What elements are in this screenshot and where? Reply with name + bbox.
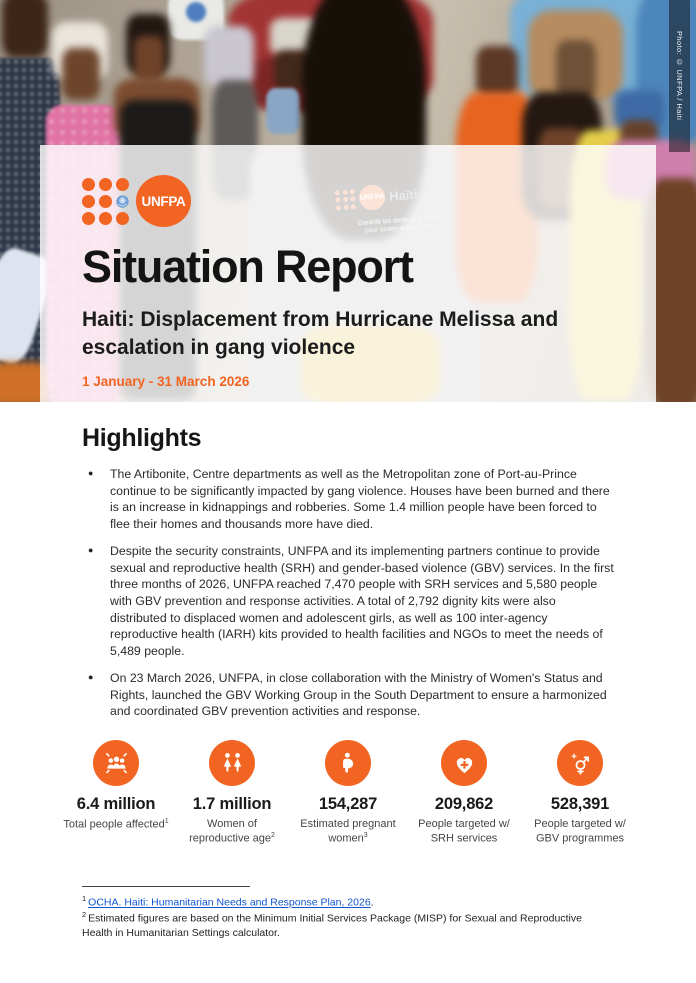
affected-population-icon xyxy=(93,740,139,786)
stat-label: People targeted w/ GBV programmes xyxy=(534,818,626,846)
photo-shape xyxy=(476,46,518,98)
srh-heart-icon xyxy=(441,740,487,786)
highlight-bullet xyxy=(82,543,614,660)
stat-total-affected xyxy=(60,740,172,846)
photo-shape xyxy=(266,88,300,134)
stat-label: People targeted w/ SRH services xyxy=(418,818,510,846)
stat-value: 1.7 million xyxy=(192,795,272,814)
report-title: Situation Report xyxy=(82,241,413,292)
stat-gbv-targeted xyxy=(524,740,636,846)
highlight-bullet xyxy=(82,670,614,720)
photo-credit: Photo: © UNFPA / Haiti xyxy=(669,0,690,152)
report-subtitle: Haiti: Displacement from Hurricane Melissa and escalation in gang violence xyxy=(82,308,559,359)
highlights-heading: Highlights xyxy=(82,424,202,452)
unfpa-logo-dots xyxy=(82,178,129,225)
photo-shape xyxy=(204,26,254,88)
highlight-bullet-text: ● On 23 March 2026, UNFPA, in close collaboration with the Ministry of Women's Status and Rights, launched the GBV Working Group in the South Department to ensure a harmonized and coordinated GBV prevention activities and response. xyxy=(110,670,607,719)
highlight-bullet-text: ● Despite the security constraints, UNFPA and its implementing partners continue to provide sexual and reproductive health (SRH) and gender-based violence (GBV) services. In the first three months of 2026, UNFPA reached 7,470 people with SRH services and 5,580 people with GBV prevention and response activities. A total of 2,792 dignity kits were also distributed to displaced women and adolescent girls, as well as 100 inter-agency reproductive health (IARH) kits provided to health facilities and NGOs to meet the needs of 5,489 people. xyxy=(110,543,614,659)
stat-value: 209,862 xyxy=(434,795,494,814)
stat-value: 528,391 xyxy=(550,795,610,814)
footnote-2: $^2$ Estimated figures are based on the Minimum Initial Services Package (MISP) for Sexual and Reproductive Health in Humanitarian Settings calculator. xyxy=(82,910,582,940)
photo-shape xyxy=(556,40,596,100)
photo-shape xyxy=(2,0,48,58)
key-figures-row xyxy=(60,740,636,846)
footnote-divider xyxy=(82,886,250,887)
stat-value: 6.4 million xyxy=(76,795,156,814)
unfpa-logo xyxy=(82,175,614,227)
title-card xyxy=(40,145,656,402)
stat-label: Women of reproductive age$^2$ xyxy=(189,818,275,846)
stat-pregnant-women xyxy=(292,740,404,846)
unfpa-wordmark: UNFPA xyxy=(136,175,191,227)
footnote-link[interactable]: OCHA. Haiti: Humanitarian Needs and Response Plan, 2026 xyxy=(88,896,371,909)
stat-value: 154,287 xyxy=(318,795,378,814)
women-icon xyxy=(209,740,255,786)
photo-shape xyxy=(186,2,206,22)
hero-section xyxy=(0,0,696,402)
stat-label: Estimated pregnant women$^3$ xyxy=(300,818,396,846)
gbv-gender-icon xyxy=(557,740,603,786)
stat-women-reproductive-age xyxy=(176,740,288,846)
stat-srh-targeted xyxy=(408,740,520,846)
highlight-bullet-text: ● The Artibonite, Centre departments as well as the Metropolitan zone of Port-au-Prince continue to be significantly impacted by gang violence. Houses have been burned and there is an increase in kidnappings and robberies. Some 1.4 million people have been forced to flee their homes and thousands more have died. xyxy=(110,467,610,532)
highlight-bullet xyxy=(82,466,614,533)
main-content xyxy=(0,424,696,941)
un-emblem-icon xyxy=(116,195,129,208)
photo-shape xyxy=(62,48,100,100)
stat-label: Total people affected$^1$ xyxy=(63,818,169,831)
report-period: 1 January - 31 March 2026 xyxy=(82,374,250,390)
footnote-1: $^1$ OCHA. Haiti: Humanitarian Needs and Response Plan, 2026. xyxy=(82,894,374,909)
footnotes xyxy=(82,886,614,940)
pregnant-woman-icon xyxy=(325,740,371,786)
photo-shape xyxy=(134,36,164,82)
highlights-list xyxy=(82,466,614,720)
